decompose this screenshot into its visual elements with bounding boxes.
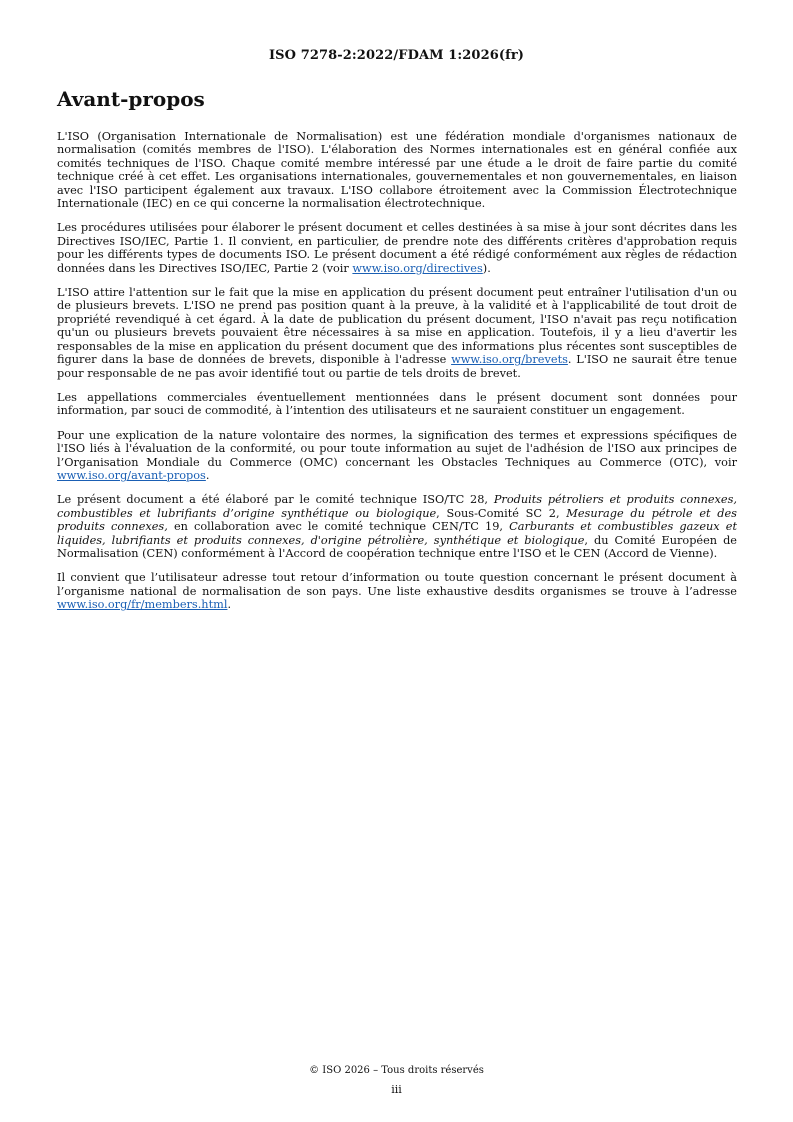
paragraph-procedures	[57, 221, 737, 275]
paragraph-text: Pour une explication de la nature volontaire des normes, la signification des termes et expressions spécifiques de l'ISO liés à l'évaluation de la conformité, ou pour toute information au sujet de l'adhésion de l'ISO aux principes de l’Organisation Mondiale du Commerce (OMC) concernant les Obstacles Techniques au Commerce (OTC), voir	[57, 428, 737, 469]
paragraph-patents	[57, 286, 737, 380]
paragraph-text-end: . L'ISO ne saurait être tenue pour responsable de ne pas avoir identifié tout ou partie de tels droits de brevet.	[57, 353, 737, 380]
paragraph-iso-intro: L'ISO (Organisation Internationale de Normalisation) est une fédération mondiale d'organismes nationaux de normalisation (comités membres de l'ISO). L'élaboration des Normes internationales est en général confiée aux comités techniques de l'ISO. Chaque comité membre intéressé par une étude a le droit de faire partie du comité technique créé à cet effet. Les organisations internationales, gouvernementales et non gouvernementales, en liaison avec l'ISO participent également aux travaux. L'ISO collabore étroitement avec la Commission Électrotechnique Internationale (IEC) en ce qui concerne la normalisation électrotechnique.	[57, 130, 737, 211]
page-title: Avant-propos	[57, 87, 205, 111]
paragraph-committee	[57, 493, 737, 560]
paragraph-text: Il convient que l’utilisateur adresse tout retour d’information ou toute question concernant le présent document à l’organisme national de normalisation de son pays. Une liste exhaustive desdits organismes se trouve à l’adresse	[57, 571, 737, 598]
document-header: ISO 7278-2:2022/FDAM 1:2026(fr)	[268, 48, 525, 63]
committee-text-3: en collaboration avec le comité technique CEN/TC 19,	[167, 520, 510, 534]
committee-title-sc2: Mesurage du pétrole et des produits connexes,	[57, 506, 737, 534]
paragraph-text-end: .	[205, 468, 210, 482]
document-body	[57, 130, 737, 623]
members-link[interactable]: www.iso.org/fr/members.html	[57, 598, 228, 612]
patents-link[interactable]: www.iso.org/brevets	[451, 353, 568, 367]
paragraph-feedback	[57, 571, 737, 611]
committee-title-cen-tc19: Carburants et combustibles gazeux et liquides, lubrifiants et produits connexes, d'origine pétrolière, synthétique et biologique	[57, 520, 737, 547]
paragraph-text-end: ).	[482, 261, 491, 275]
paragraph-text: L'ISO attire l'attention sur le fait que la mise en application du présent document peut entraîner l'utilisation d'un ou de plusieurs brevets. L'ISO ne prend pas position quant à la preuve, à la validité et à l'applicabilité de tout droit de propriété revendiqué à cet égard. À la date de publication du présent document, l'ISO n'avait pas reçu notification qu'un ou plusieurs brevets pouvaient être nécessaires à sa mise en application. Toutefois, il y a lieu d'avertir les responsables de la mise en application du présent document que des informations plus récentes sont susceptibles de figurer dans la base de données de brevets, disponible à l'adresse	[57, 286, 737, 367]
paragraph-text: Les procédures utilisées pour élaborer le présent document et celles destinées à sa mise à jour sont décrites dans les Directives ISO/IEC, Partie 1. Il convient, en particulier, de prendre note des différents critères d'approbation requis pour les différents types de documents ISO. Le présent document a été rédigé conformément aux règles de rédaction données dans les Directives ISO/IEC, Partie 2 (voir	[57, 221, 737, 275]
foreword-link[interactable]: www.iso.org/avant-propos	[57, 468, 206, 482]
committee-text-2: , Sous-Comité SC 2,	[436, 506, 567, 520]
paragraph-text-end: .	[227, 598, 232, 612]
committee-title-tc28: Produits pétroliers et produits connexes, combustibles et lubrifiants d’origine synthétique ou biologique	[57, 493, 737, 520]
committee-text-4: , du Comité Européen de Normalisation (CEN) conformément à l'Accord de coopération technique entre l'ISO et le CEN (Accord de Vienne).	[57, 533, 737, 560]
paragraph-trade-names: Les appellations commerciales éventuellement mentionnées dans le présent document sont données pour information, par souci de commodité, à l’intention des utilisateurs et ne sauraient constituer un engagement.	[57, 390, 737, 418]
paragraph-voluntary-nature	[57, 429, 737, 483]
directives-link[interactable]: www.iso.org/directives	[352, 261, 483, 275]
page-number: iii	[391, 1083, 402, 1096]
committee-text-1: Le présent document a été élaboré par le comité technique ISO/TC 28,	[57, 493, 494, 507]
copyright-footer: © ISO 2026 – Tous droits réservés	[309, 1065, 484, 1076]
